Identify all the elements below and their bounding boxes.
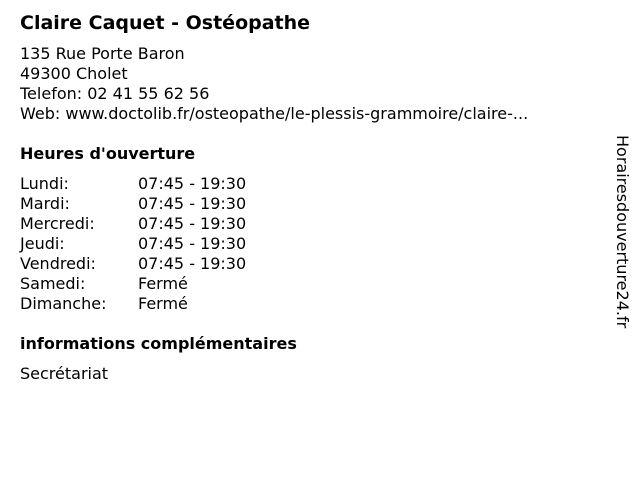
day-hours: 07:45 - 19:30 <box>138 234 247 253</box>
day-label: Dimanche: <box>20 294 107 313</box>
site-brand-vertical: Horairesdouverture24.fr <box>613 135 632 329</box>
day-hours: Fermé <box>138 294 188 313</box>
day-hours: Fermé <box>138 274 188 293</box>
address-city: 49300 Cholet <box>20 64 128 83</box>
day-hours: 07:45 - 19:30 <box>138 214 247 233</box>
business-name: Claire Caquet - Ostéopathe <box>20 12 311 34</box>
hours-row-wednesday <box>20 214 600 234</box>
hours-heading: Heures d'ouverture <box>20 144 196 163</box>
address-street: 135 Rue Porte Baron <box>20 44 185 63</box>
day-label: Jeudi: <box>20 234 65 253</box>
day-hours: 07:45 - 19:30 <box>138 174 247 193</box>
day-hours: 07:45 - 19:30 <box>138 254 247 273</box>
hours-row-thursday <box>20 234 600 254</box>
hours-row-sunday <box>20 294 600 314</box>
hours-row-tuesday <box>20 194 600 214</box>
hours-row-friday <box>20 254 600 274</box>
info-item: Secrétariat <box>20 364 109 383</box>
day-label: Samedi: <box>20 274 86 293</box>
info-heading: informations complémentaires <box>20 334 297 353</box>
day-label: Lundi: <box>20 174 69 193</box>
day-label: Mardi: <box>20 194 70 213</box>
day-label: Vendredi: <box>20 254 96 273</box>
hours-row-monday <box>20 174 600 194</box>
day-label: Mercredi: <box>20 214 95 233</box>
contact-block <box>20 44 600 124</box>
day-hours: 07:45 - 19:30 <box>138 194 247 213</box>
website-link[interactable]: Web: www.doctolib.fr/osteopathe/le-plessis-grammoire/claire-... <box>20 104 529 123</box>
phone-number[interactable]: Telefon: 02 41 55 62 56 <box>20 84 210 103</box>
business-card <box>20 10 600 384</box>
hours-table <box>20 174 600 314</box>
hours-row-saturday <box>20 274 600 294</box>
info-list <box>20 364 600 384</box>
